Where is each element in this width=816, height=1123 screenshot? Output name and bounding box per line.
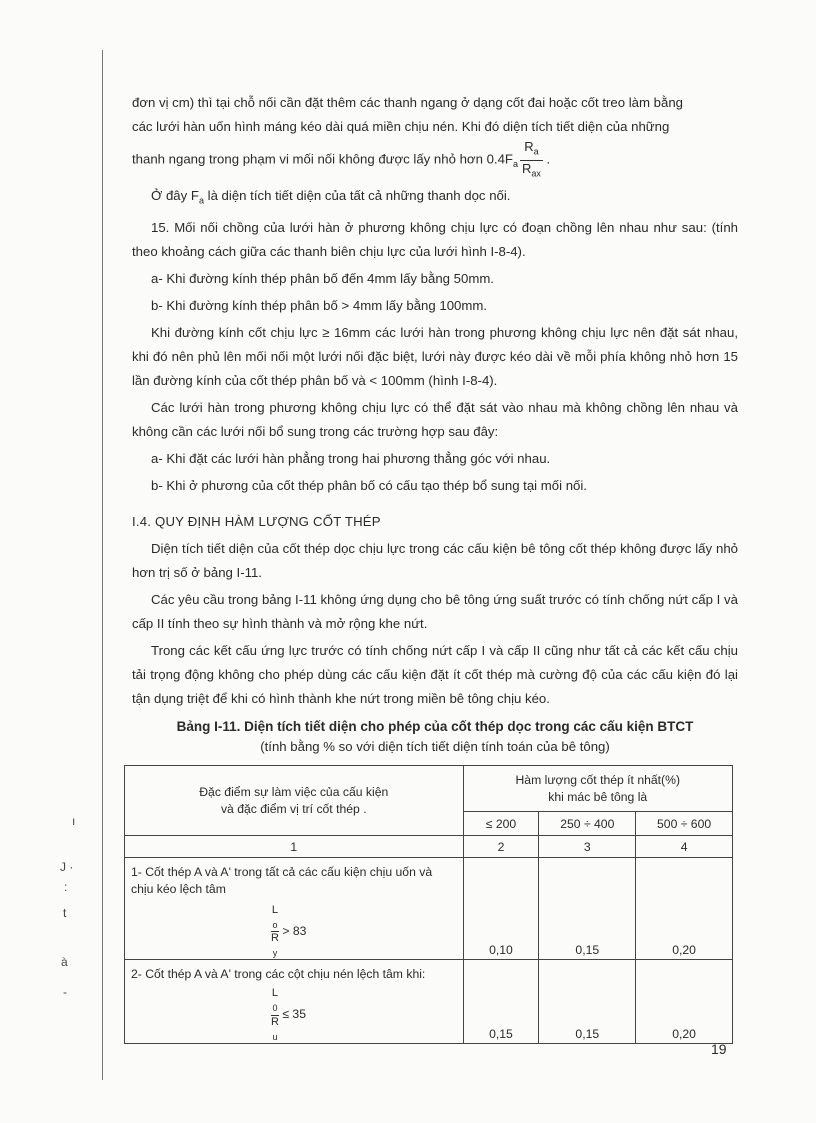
- table-row: [125, 858, 733, 960]
- subscript: 0: [272, 1003, 278, 1014]
- ratio-value: 0,20: [636, 858, 733, 960]
- paragraph-definition: [132, 184, 738, 213]
- formula-line: thanh ngang trong phạm vi mối nối không được lấy nhỏ hơn $0.4F_a$ $\frac{R_a}{R_{ax}}$ .: [132, 139, 738, 181]
- slenderness-fraction: [271, 987, 279, 1042]
- margin-mark: J ·: [60, 860, 74, 874]
- row-text: 1- Cốt thép A và A' trong tất cả các cấu kiện chịu uốn và: [131, 865, 433, 879]
- row-text: chịu kéo lệch tâm: [131, 882, 226, 896]
- subscript: a: [512, 159, 518, 170]
- fraction-denominator: R: [521, 160, 532, 176]
- text-line: thanh ngang trong phạm vi mối nối không được lấy nhỏ hơn 0.4F: [132, 151, 513, 167]
- header-text: và đặc điểm vị trí cốt thép .: [220, 801, 367, 816]
- ratio-value: 0,15: [539, 960, 636, 1043]
- condition-text: ≤ 35: [282, 1007, 306, 1022]
- row-description: [125, 960, 464, 1043]
- ratio-value: 0,10: [463, 858, 539, 960]
- column-number: 4: [636, 836, 733, 858]
- margin-mark: t: [63, 906, 67, 920]
- paragraph-case-b2: b- Khi ở phương của cốt thép phân bố có cấu tạo thép bổ sung tại mối nối.: [151, 477, 587, 493]
- subscript: ax: [531, 168, 541, 179]
- condition-text: > 83: [282, 923, 307, 938]
- paragraph-dynamic-loads: Trong các kết cấu ứng lực trước có tính chống nứt cấp I và cấp II cũng như tất cả các kết cấu chịu tải trọng động không cho phép dùng các cấu kiện đặt ít cốt thép mà cường độ của các cấu kiện đó lại tận dụng triệt để khi có hình thành khe nứt trong miền bê tông chịu kéo.: [132, 642, 738, 706]
- table-row: [125, 960, 733, 1043]
- table-caption: [132, 717, 738, 756]
- text-line: đơn vị cm) thì tại chỗ nối cần đặt thêm các thanh ngang ở dạng cốt đai hoặc cốt treo làm bằng: [132, 95, 683, 110]
- fraction-denominator: R: [271, 932, 279, 945]
- text-line: Ở đây F: [151, 188, 199, 204]
- column-number: 2: [463, 836, 539, 858]
- fraction-numerator: R: [524, 139, 534, 154]
- column-number: 3: [539, 836, 636, 858]
- margin-mark: ı: [72, 814, 76, 828]
- page-body: [132, 91, 738, 756]
- row-condition: [271, 987, 306, 1042]
- ratio-value: 0,20: [636, 960, 733, 1043]
- table-number-row: [125, 836, 733, 858]
- margin-mark: à: [61, 955, 68, 969]
- subscript: o: [272, 920, 278, 931]
- reinforcement-ratio-table: [124, 765, 733, 1044]
- ratio-fraction: [520, 139, 543, 181]
- text-line: các lưới hàn uốn hình máng kéo dài quá miền chịu nén. Khi đó diện tích tiết diện của những: [132, 119, 670, 134]
- paragraph-large-diameter: Khi đường kính cốt chịu lực ≥ 16mm các lưới hàn trong phương không chịu lực nên đặt sát nhau, khi đó nên phủ lên mối nối một lưới nối đặc biệt, lưới này được kéo dài về mỗi phía không nhỏ hơn 15 lần đường kính của cốt thép phân bố và < 100mm (hình I-8-4).: [132, 324, 738, 388]
- table-subtitle: (tính bằng % so với diện tích tiết diện tính toán của bê tông): [260, 738, 610, 754]
- text-line: là diện tích tiết diện của tất cả những thanh dọc nối.: [203, 188, 511, 204]
- binding-edge-line: [102, 50, 103, 1080]
- table-title: Bảng I-11. Diện tích tiết diện cho phép của cốt thép dọc trong các cấu kiện BTCT: [176, 718, 694, 734]
- column-number: 1: [125, 836, 464, 858]
- header-text: khi mác bê tông là: [548, 789, 648, 804]
- header-min-ratio: [463, 766, 732, 812]
- margin-mark: :: [64, 880, 68, 894]
- paragraph-item-15: 15. Mối nối chồng của lưới hàn ở phương không chịu lực có đoạn chồng lên nhau như sau: (tính theo khoảng cách giữa các thanh biên chịu lực của lưới hình I-8-4).: [132, 219, 738, 259]
- grade-header: ≤ 200: [463, 812, 539, 836]
- subscript: a: [533, 146, 539, 157]
- fraction-denominator: R: [271, 1015, 279, 1028]
- grade-header: 250 ÷ 400: [539, 812, 636, 836]
- row-text: 2- Cốt thép A và A' trong các cột chịu nén lệch tâm khi:: [131, 967, 426, 982]
- slenderness-fraction: [271, 904, 279, 959]
- header-description: [125, 766, 464, 836]
- header-text: Hàm lượng cốt thép ít nhất(%): [515, 772, 681, 787]
- row-condition: [271, 904, 306, 959]
- grade-header: 500 ÷ 600: [636, 812, 733, 836]
- paragraph-case-b: b- Khi đường kính thép phân bố > 4mm lấy bằng 100mm.: [151, 297, 488, 313]
- paragraph-case-a2: a- Khi đặt các lưới hàn phẳng trong hai phương thẳng góc với nhau.: [151, 450, 551, 466]
- paragraph-case-a: a- Khi đường kính thép phân bố đến 4mm lấy bằng 50mm.: [151, 270, 494, 286]
- ratio-value: 0,15: [539, 858, 636, 960]
- subscript: a: [198, 195, 204, 206]
- margin-mark: -: [63, 985, 67, 999]
- page-number: 19: [711, 1041, 727, 1057]
- paragraph-prestressed: Các yêu cầu trong bảng I-11 không ứng dụng cho bê tông ứng suất trước có tính chống nứt cấp I và cấp II tính theo sự hình thành và mở rộng khe nứt.: [132, 591, 738, 631]
- subscript: u: [272, 1031, 278, 1042]
- fraction-numerator: L: [271, 904, 279, 916]
- section-heading: I.4. QUY ĐỊNH HÀM LƯỢNG CỐT THÉP: [132, 513, 381, 529]
- ratio-value: 0,15: [463, 960, 539, 1043]
- row-description: [125, 858, 464, 960]
- paragraph-continuation: [132, 91, 738, 139]
- header-text: Đặc điểm sự làm việc của cấu kiện: [199, 784, 389, 799]
- paragraph-no-overlap: Các lưới hàn trong phương không chịu lực có thể đặt sát vào nhau mà không chồng lên nhau và không cần các lưới nối bổ sung trong các trường hợp sau đây:: [132, 399, 738, 439]
- subscript: y: [272, 948, 278, 959]
- left-margin-marks: [0, 0, 95, 1123]
- table-header-row: [125, 766, 733, 812]
- paragraph-min-area: Diện tích tiết diện của cốt thép dọc chịu lực trong các cấu kiện bê tông cốt thép không được lấy nhỏ hơn trị số ở bảng I-11.: [132, 540, 738, 580]
- fraction-numerator: L: [271, 987, 279, 1000]
